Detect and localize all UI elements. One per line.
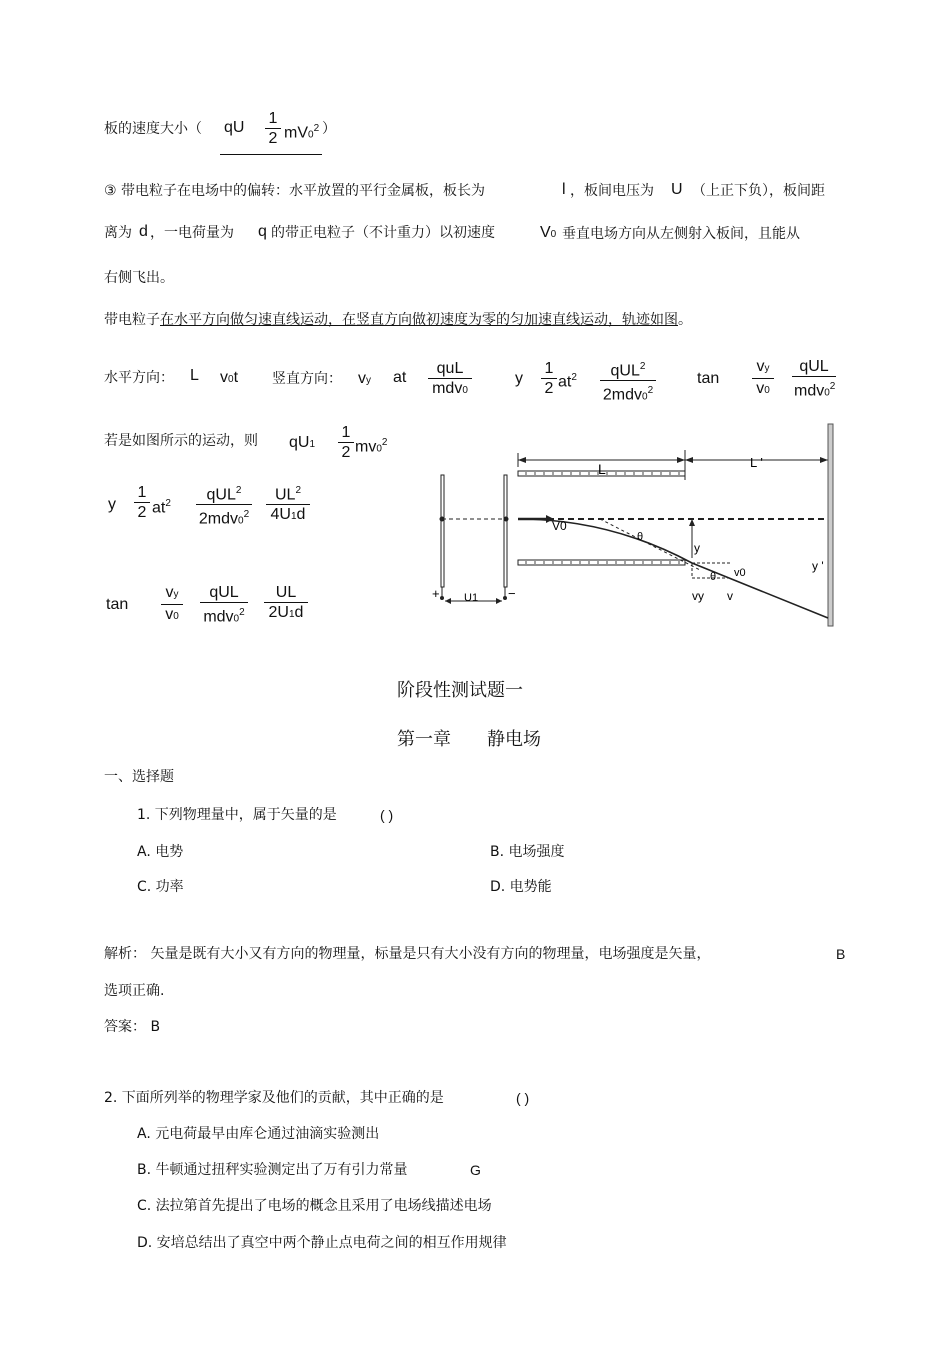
f-qU1 xyxy=(289,435,315,453)
sup-2: 2 xyxy=(647,385,654,397)
sub-1: 1 xyxy=(290,511,297,523)
f-at2-2 xyxy=(152,496,171,516)
sup-2: 2 xyxy=(165,498,171,509)
den-text: mdv xyxy=(203,608,234,626)
num-text: qUL xyxy=(206,486,236,504)
frac-qUL-mdv02-b xyxy=(200,584,248,628)
paren-close: ） xyxy=(322,121,336,137)
arrowhead xyxy=(518,457,526,463)
num-text: qUL xyxy=(610,362,640,380)
num-text: UL xyxy=(274,486,296,504)
var-V0 xyxy=(540,225,556,243)
d-text: d xyxy=(294,604,304,621)
q1-analysis: 解析： 矢量是既有大小又有方向的物理量，标量是只有大小没有方向的物理量，电场强度是矢量， xyxy=(104,946,711,962)
f-tan: tan xyxy=(697,370,720,387)
v-letter: v xyxy=(220,369,228,386)
frac-UL-2U1d xyxy=(264,584,308,624)
if-label: 若是如图所示的运动，则 xyxy=(104,433,258,449)
denominator xyxy=(266,504,310,526)
f-tan-2: tan xyxy=(106,596,129,613)
test-title: 阶段性测试题一 xyxy=(397,680,523,701)
theta-label-2: θ xyxy=(710,571,717,583)
denominator xyxy=(161,604,183,626)
numerator xyxy=(266,482,310,504)
U1-label: U1 xyxy=(464,592,479,604)
item3-line1-c: （上正下负），板间距 xyxy=(692,183,825,199)
chapter-name: 静电场 xyxy=(487,729,541,750)
sup-2: 2 xyxy=(381,437,388,448)
v-text: v xyxy=(165,606,174,623)
arrowhead xyxy=(445,598,451,604)
v-text: v xyxy=(165,584,174,601)
expr-mv0 xyxy=(284,121,319,143)
sub-y: y xyxy=(366,375,371,386)
v-text: v xyxy=(756,358,765,375)
sub-0: 0 xyxy=(238,515,244,527)
f-y: y xyxy=(515,370,523,387)
theta-label-1: θ xyxy=(637,531,644,543)
den-text: mdv xyxy=(794,382,825,400)
plus-sign: + xyxy=(432,586,440,601)
den-text: 2mdv xyxy=(198,510,238,528)
frac-qUL2-2mdv02 xyxy=(600,358,656,407)
numerator: qUL xyxy=(799,358,829,375)
terminal-left xyxy=(440,596,444,600)
accel-plate-left xyxy=(441,475,444,587)
numerator: qUL xyxy=(209,584,239,601)
sub-1: 1 xyxy=(309,439,316,450)
answer-underline xyxy=(220,154,322,155)
sub-1: 1 xyxy=(288,609,295,620)
arrowhead xyxy=(689,519,695,526)
frac-half-2 xyxy=(338,424,354,462)
v0-sub: 0 xyxy=(550,229,557,240)
sub-y: y xyxy=(173,589,179,600)
L-label: L xyxy=(598,461,606,477)
f-L: L xyxy=(190,367,199,384)
numerator: UL xyxy=(275,584,297,601)
v-label: v xyxy=(727,589,733,603)
frac-quL-mdv0 xyxy=(428,360,472,400)
chapter-number: 第一章 xyxy=(397,729,451,750)
v0-label-2: v0 xyxy=(734,567,746,579)
numerator: quL xyxy=(436,360,464,377)
Lprime-label: L ' xyxy=(750,455,763,470)
f-at: at xyxy=(393,369,407,386)
qU-text: qU xyxy=(289,434,310,451)
sub-0: 0 xyxy=(764,385,770,396)
frac-vy-v0-2 xyxy=(161,584,183,626)
denominator xyxy=(752,378,774,400)
q1-paren: ( ) xyxy=(380,807,394,823)
frac-UL2-4U1d xyxy=(266,482,310,526)
q1-option-d: D. 电势能 xyxy=(490,879,552,895)
line4-c: 竖直方向做初速度为零的匀加速直线运动，轨迹如图 xyxy=(356,312,678,328)
den-text: 4U xyxy=(270,506,291,524)
denominator xyxy=(792,376,836,402)
expr-qU: qU xyxy=(224,119,245,136)
arrowhead xyxy=(820,457,828,463)
item3-line4 xyxy=(104,312,692,328)
q2-option-b: B. 牛顿通过扭秤实验测定出了万有引力常量 xyxy=(137,1162,408,1178)
sub-0: 0 xyxy=(233,613,240,625)
f-vy xyxy=(358,371,371,389)
t-letter: t xyxy=(233,369,239,386)
horizontal-label: 水平方向： xyxy=(104,370,174,386)
line4-a: 带电粒子 xyxy=(104,312,160,328)
square-superscript: 2 xyxy=(313,123,320,134)
denominator xyxy=(264,602,308,624)
q2-option-d: D. 安培总结出了真空中两个静止点电荷之间的相互作用规律 xyxy=(137,1235,507,1251)
frac-vy-v0 xyxy=(752,358,774,400)
q2-option-b-G: G xyxy=(470,1162,481,1178)
sub-0: 0 xyxy=(462,385,468,396)
q2-option-c: C. 法拉第首先提出了电场的概念且采用了电场线描述电场 xyxy=(137,1198,492,1214)
mv-text: mV xyxy=(284,124,308,142)
var-l: l xyxy=(562,181,566,198)
q1-analysis-end: 选项正确. xyxy=(104,983,165,999)
v0-label: V0 xyxy=(552,519,567,533)
y-label: y xyxy=(694,541,700,555)
arrowhead xyxy=(685,457,693,463)
line4-d: 。 xyxy=(678,312,692,328)
denominator: 2 xyxy=(338,442,354,462)
frac-qUL2-2mdv02-b xyxy=(196,482,252,531)
speed-label: 板的速度大小（ xyxy=(104,121,202,137)
numerator: 1 xyxy=(341,424,351,441)
d-text: d xyxy=(296,506,306,524)
sup-2: 2 xyxy=(571,372,577,383)
v0-subscript: 0 xyxy=(308,129,314,141)
denominator xyxy=(428,378,472,400)
den-text: 2U xyxy=(268,604,289,621)
vertical-label: 竖直方向： xyxy=(272,371,342,387)
v0-letter: V xyxy=(540,224,551,241)
sup-2: 2 xyxy=(243,509,250,521)
screen xyxy=(828,424,833,626)
numerator xyxy=(600,358,656,380)
trajectory xyxy=(518,519,828,618)
deflection-diagram xyxy=(420,420,845,632)
sub-0: 0 xyxy=(228,374,234,385)
numerator xyxy=(752,358,774,378)
q1-option-b: B. 电场强度 xyxy=(490,844,565,860)
sub-0: 0 xyxy=(824,387,830,399)
item3-line3: 右侧飞出。 xyxy=(104,270,174,286)
fraction-numerator: 1 xyxy=(268,110,278,127)
sup-2: 2 xyxy=(639,361,646,372)
frac-qUL-mdv02 xyxy=(792,358,836,402)
f-y-2: y xyxy=(108,496,116,513)
numerator: 1 xyxy=(544,360,554,377)
den-text: mdv xyxy=(432,380,463,397)
question-1: 1. 下列物理量中，属于矢量的是 xyxy=(137,807,337,823)
sub-0: 0 xyxy=(376,443,382,455)
minus-sign: − xyxy=(508,586,516,601)
sub-0: 0 xyxy=(642,391,648,403)
frac-half-3 xyxy=(134,484,150,522)
item3-line2-c: 的带正电粒子（不计重力）以初速度 xyxy=(271,225,495,241)
numerator: 1 xyxy=(137,484,147,501)
item3-line2-b: ，一电荷量为 xyxy=(150,225,234,241)
arrowhead xyxy=(496,598,502,604)
sup-2: 2 xyxy=(829,381,836,392)
v-text: v xyxy=(756,380,765,397)
den-text: 2mdv xyxy=(602,386,642,404)
q1-answer: 答案： B xyxy=(104,1019,161,1035)
mv-text: mv xyxy=(355,438,377,456)
terminal-right xyxy=(503,596,507,600)
section-heading: 一、选择题 xyxy=(104,769,174,785)
sup-2: 2 xyxy=(239,607,245,618)
q1-option-c: C. 功率 xyxy=(137,879,184,895)
sup-2: 2 xyxy=(295,485,301,496)
q2-paren: ( ) xyxy=(516,1090,530,1106)
accel-plate-right xyxy=(504,475,507,587)
sup-2: 2 xyxy=(235,485,242,496)
frac-half xyxy=(541,360,557,398)
arrowhead xyxy=(677,457,685,463)
question-2: 2. 下面所列举的物理学家及他们的贡献，其中正确的是 xyxy=(104,1090,444,1106)
half-fraction xyxy=(265,110,281,148)
denominator xyxy=(200,602,248,628)
denominator xyxy=(196,504,252,530)
at-text: at xyxy=(152,499,166,517)
item3-line1-b: ，板间电压为 xyxy=(570,183,654,199)
item3-line1-a: ③ 带电粒子在电场中的偏转：水平放置的平行金属板，板长为 xyxy=(104,183,485,199)
denominator: 2 xyxy=(541,378,557,398)
f-mv0-2 xyxy=(355,435,387,457)
denominator: 2 xyxy=(134,502,150,522)
line4-b: 在水平方向做匀速直线运动，在 xyxy=(160,312,356,328)
q1-option-a: A. 电势 xyxy=(137,844,184,860)
numerator xyxy=(161,584,183,604)
var-U: U xyxy=(671,181,683,198)
item3-line2-d: 垂直电场方向从左侧射入板间，且能从 xyxy=(562,226,800,242)
var-d: d xyxy=(139,223,148,240)
f-at2 xyxy=(558,370,577,390)
vy-label: vy xyxy=(692,589,704,603)
numerator xyxy=(196,482,252,504)
f-v0t xyxy=(220,370,238,388)
v-letter: v xyxy=(358,370,366,387)
q1-analysis-b: B xyxy=(836,946,846,962)
sub-y: y xyxy=(764,363,770,374)
var-q: q xyxy=(258,223,267,240)
sub-0: 0 xyxy=(173,611,179,622)
denominator xyxy=(600,380,656,406)
lower-plate xyxy=(518,560,685,565)
fraction-denominator: 2 xyxy=(265,128,281,148)
at-text: at xyxy=(558,373,572,391)
yprime-label: y ' xyxy=(812,559,824,573)
item3-line2-a: 离为 xyxy=(104,225,132,241)
q2-option-a: A. 元电荷最早由库仑通过油滴实验测出 xyxy=(137,1126,380,1142)
